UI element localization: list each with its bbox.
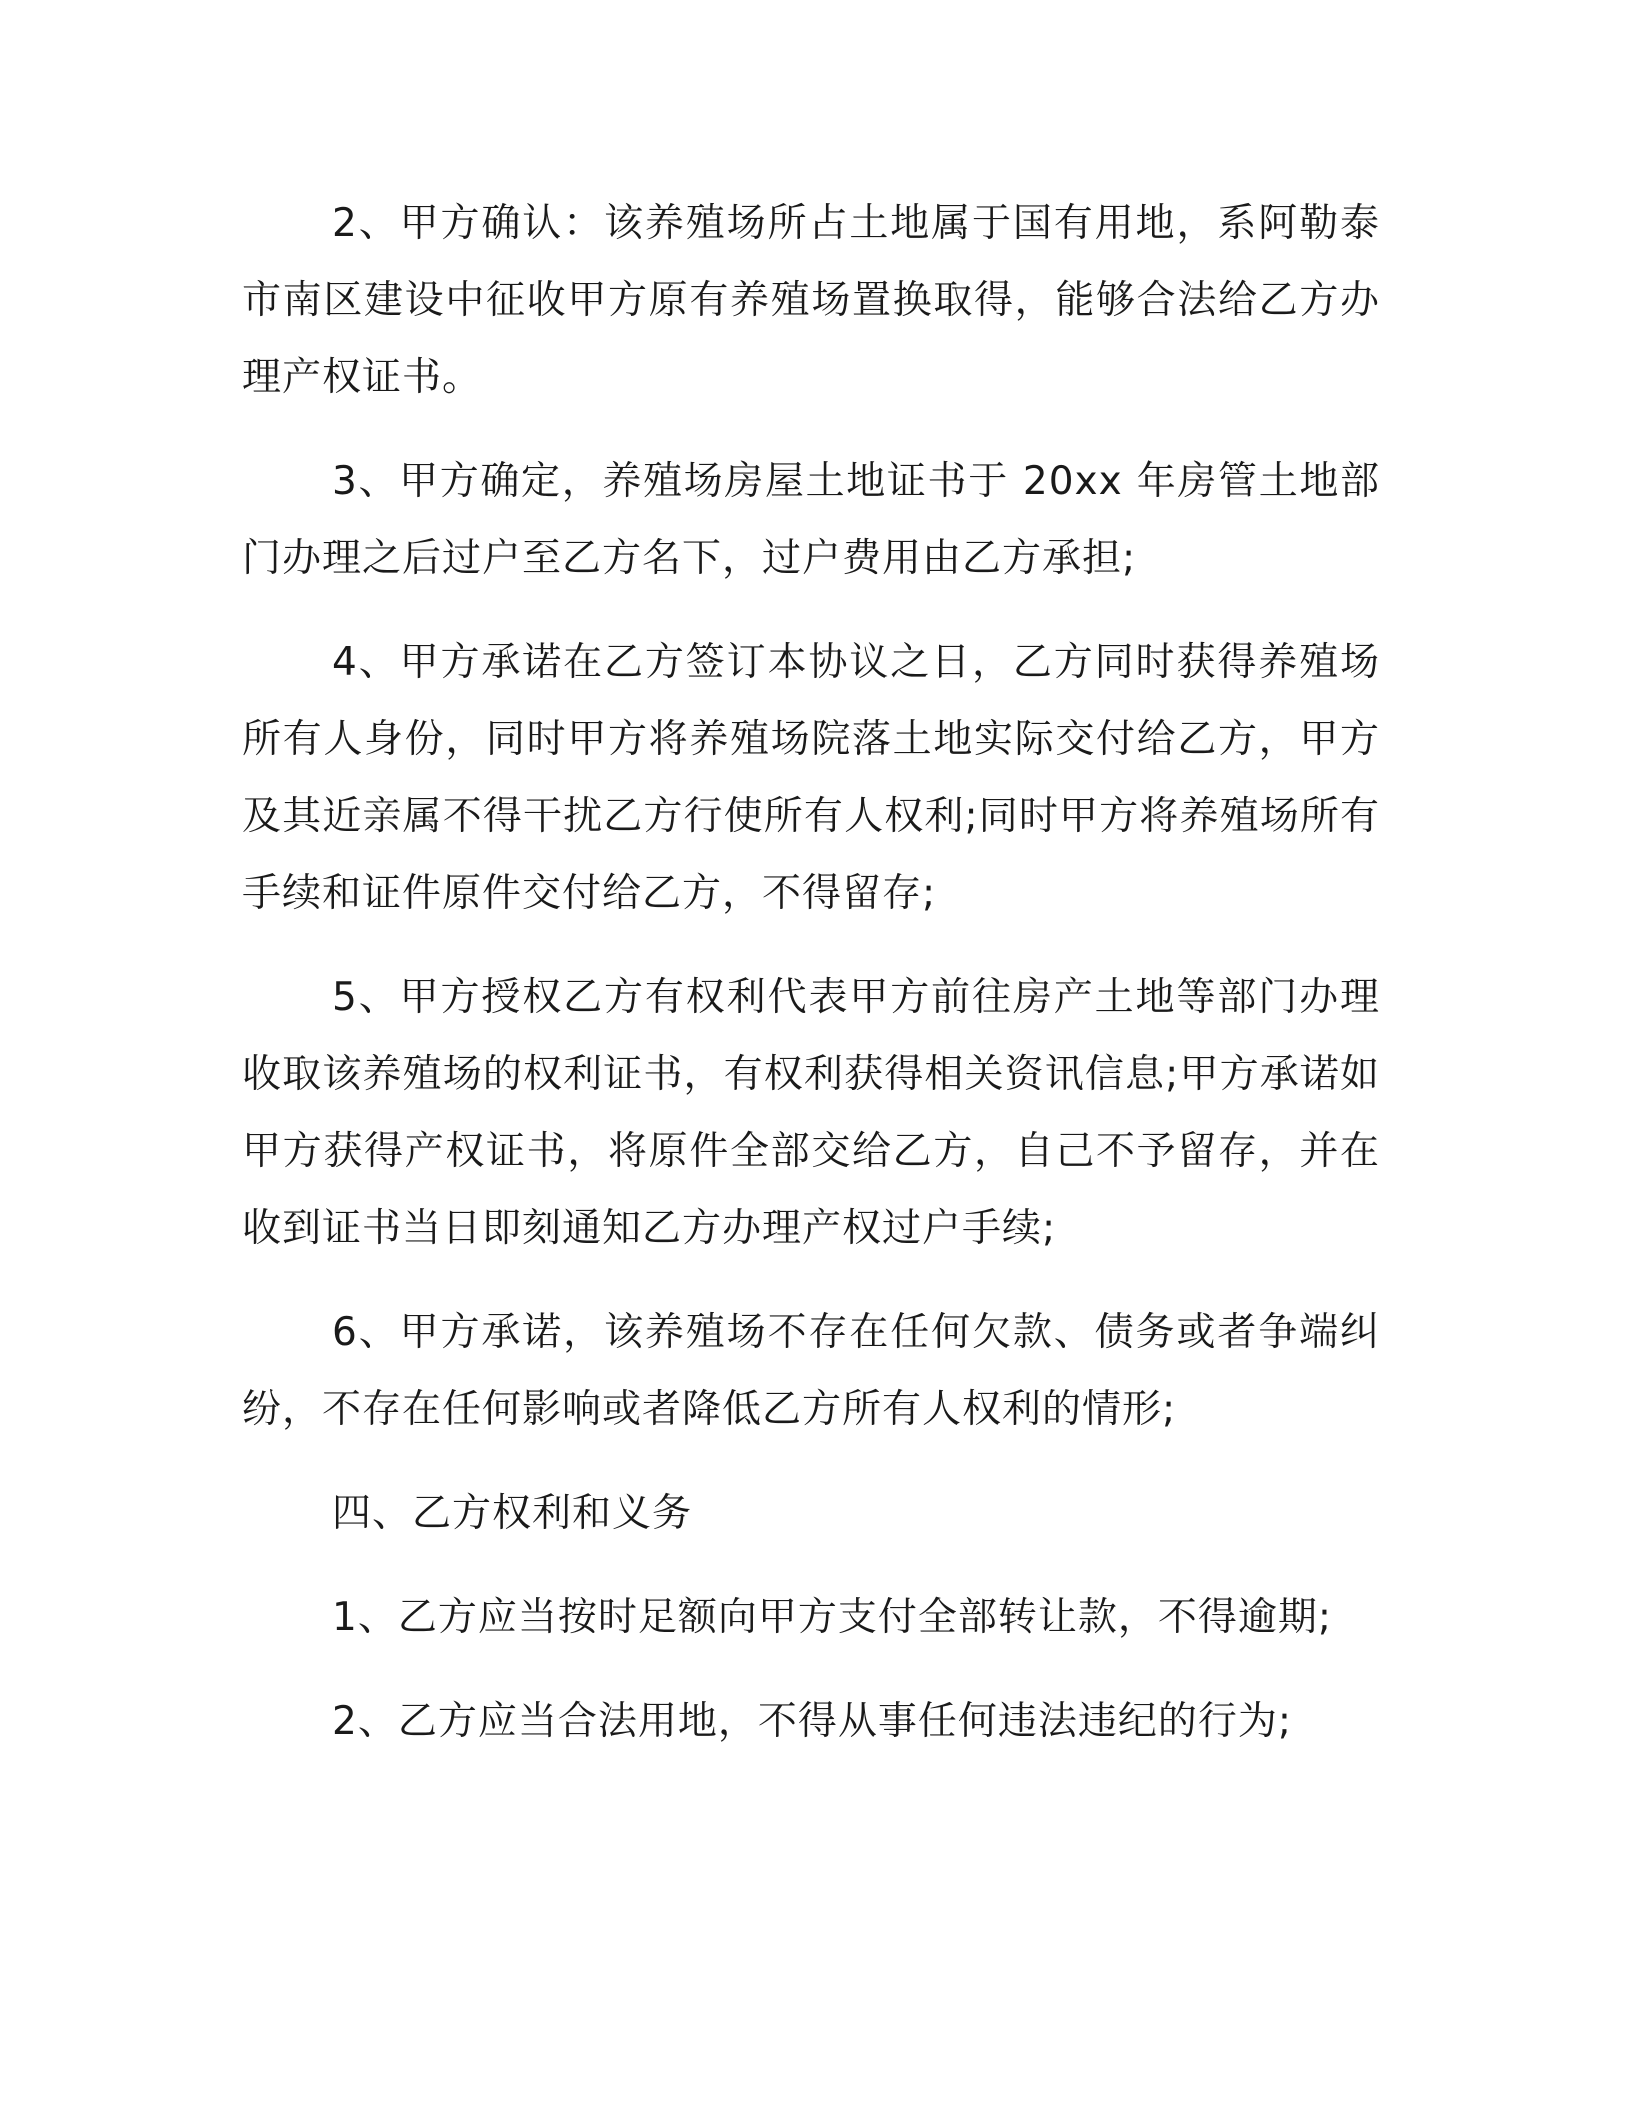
- section-heading: 四、乙方权利和义务: [332, 1491, 693, 1536]
- clause-paragraph: 2、甲方确认：该养殖场所占土地属于国有用地，系阿勒泰市南区建设中征收甲方原有养殖场置换取得，能够合法给乙方办理产权证书。: [242, 201, 1380, 400]
- clause-paragraph: 5、甲方授权乙方有权利代表甲方前往房产土地等部门办理收取该养殖场的权利证书，有权利获得相关资讯信息;甲方承诺如甲方获得产权证书，将原件全部交给乙方，自己不予留存，并在收到证书当日即刻通知乙方办理产权过户手续;: [242, 975, 1380, 1251]
- clause-paragraph: 1、乙方应当按时足额向甲方支付全部转让款，不得逾期;: [332, 1595, 1332, 1640]
- clause-paragraph: 4、甲方承诺在乙方签订本协议之日，乙方同时获得养殖场所有人身份，同时甲方将养殖场院落土地实际交付给乙方，甲方及其近亲属不得干扰乙方行使所有人权利;同时甲方将养殖场所有手续和证件原件交付给乙方，不得留存;: [242, 640, 1380, 916]
- clause-paragraph: 3、甲方确定，养殖场房屋土地证书于 20xx 年房管土地部门办理之后过户至乙方名下，过户费用由乙方承担;: [242, 459, 1380, 581]
- document-body: [242, 185, 1380, 1787]
- clause-paragraph: 6、甲方承诺，该养殖场不存在任何欠款、债务或者争端纠纷，不存在任何影响或者降低乙方所有人权利的情形;: [242, 1310, 1380, 1432]
- clause-paragraph: 2、乙方应当合法用地，不得从事任何违法违纪的行为;: [332, 1699, 1292, 1744]
